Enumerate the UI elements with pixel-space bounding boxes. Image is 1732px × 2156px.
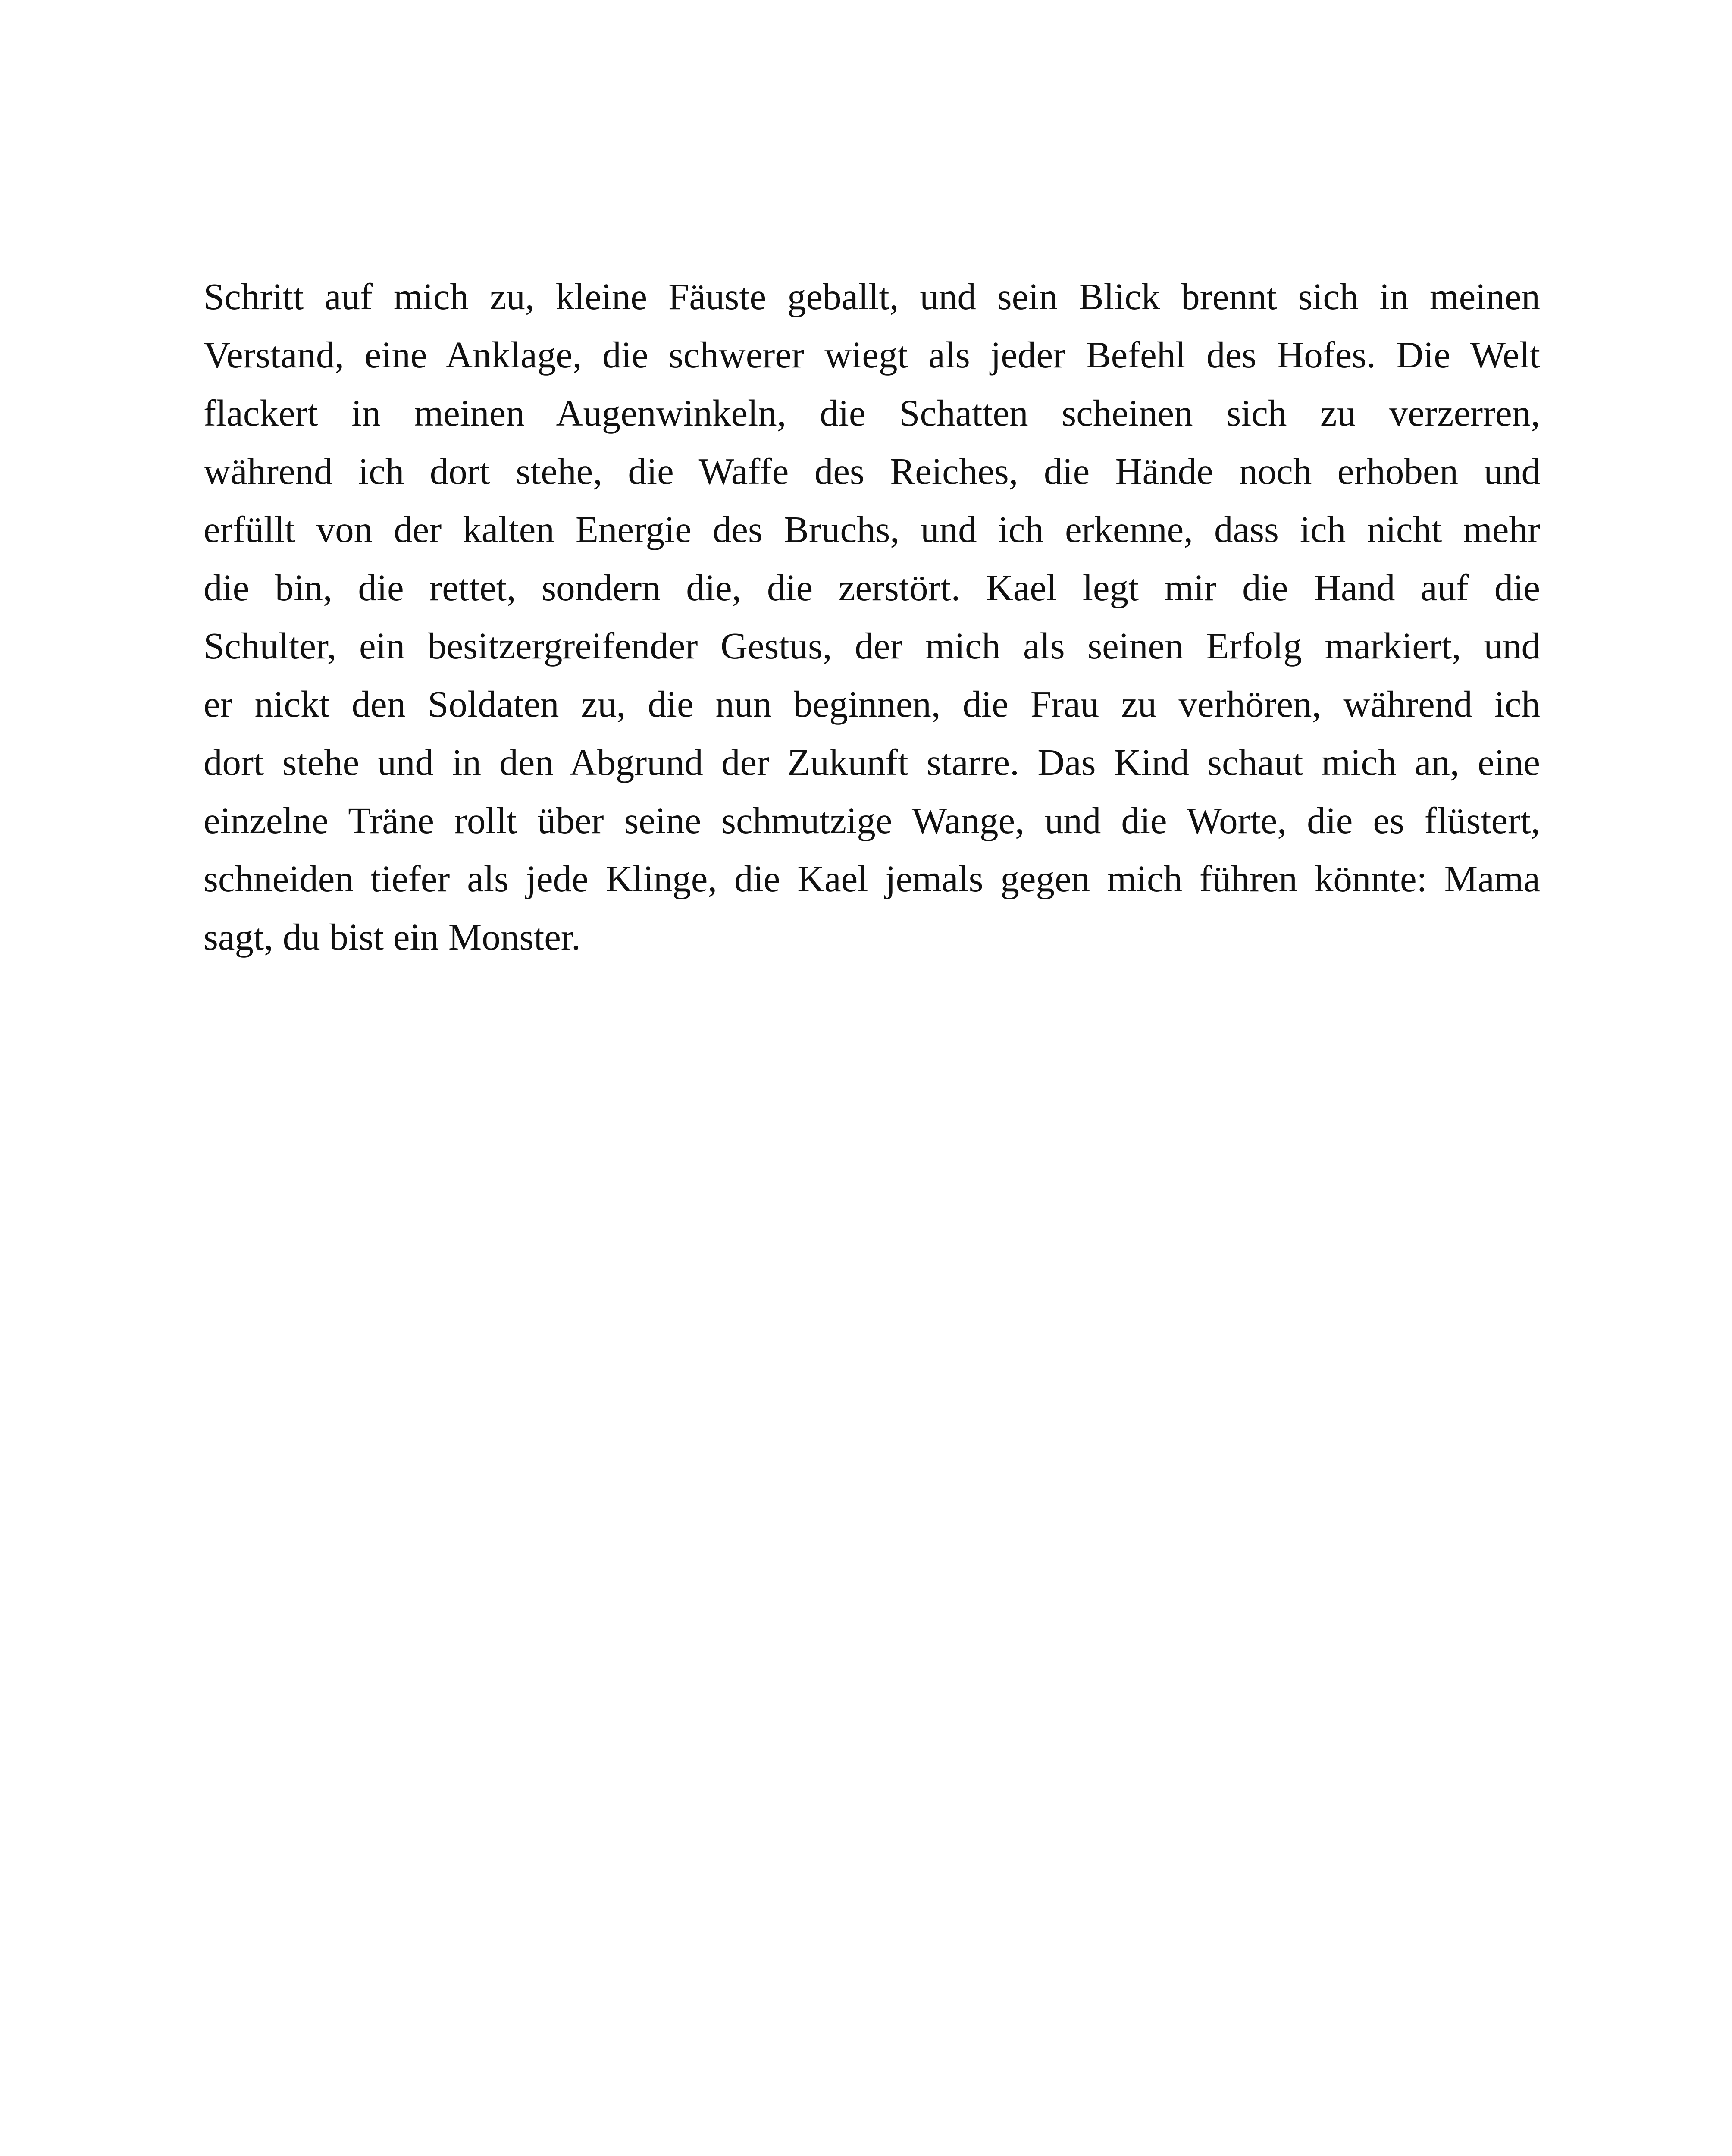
paragraph-line: Schritt auf mich zu, kleine Fäuste geballt, und sein Blick brennt sich in meinen <box>204 276 1540 317</box>
paragraph-line: er nickt den Soldaten zu, die nun beginnen, die Frau zu verhören, während ich <box>204 683 1540 725</box>
paragraph-line: erfüllt von der kalten Energie des Bruchs, und ich erkenne, dass ich nicht mehr <box>204 508 1540 550</box>
paragraph-line: flackert in meinen Augenwinkeln, die Schatten scheinen sich zu verzerren, <box>204 392 1540 434</box>
paragraph-line: Schulter, ein besitzergreifender Gestus, der mich als seinen Erfolg markiert, und <box>204 625 1540 667</box>
paragraph-line: sagt, du bist ein Monster. <box>204 916 581 958</box>
paragraph-line: schneiden tiefer als jede Klinge, die Kael jemals gegen mich führen könnte: Mama <box>204 858 1540 899</box>
paragraph-line: Verstand, eine Anklage, die schwerer wiegt als jeder Befehl des Hofes. Die Welt <box>204 334 1540 376</box>
body-paragraph <box>204 267 1540 966</box>
paragraph-line: die bin, die rettet, sondern die, die zerstört. Kael legt mir die Hand auf die <box>204 567 1540 608</box>
paragraph-line: während ich dort stehe, die Waffe des Reiches, die Hände noch erhoben und <box>204 450 1540 492</box>
paragraph-line: einzelne Träne rollt über seine schmutzige Wange, und die Worte, die es flüstert, <box>204 799 1540 841</box>
paragraph-line: dort stehe und in den Abgrund der Zukunft starre. Das Kind schaut mich an, eine <box>204 741 1540 783</box>
